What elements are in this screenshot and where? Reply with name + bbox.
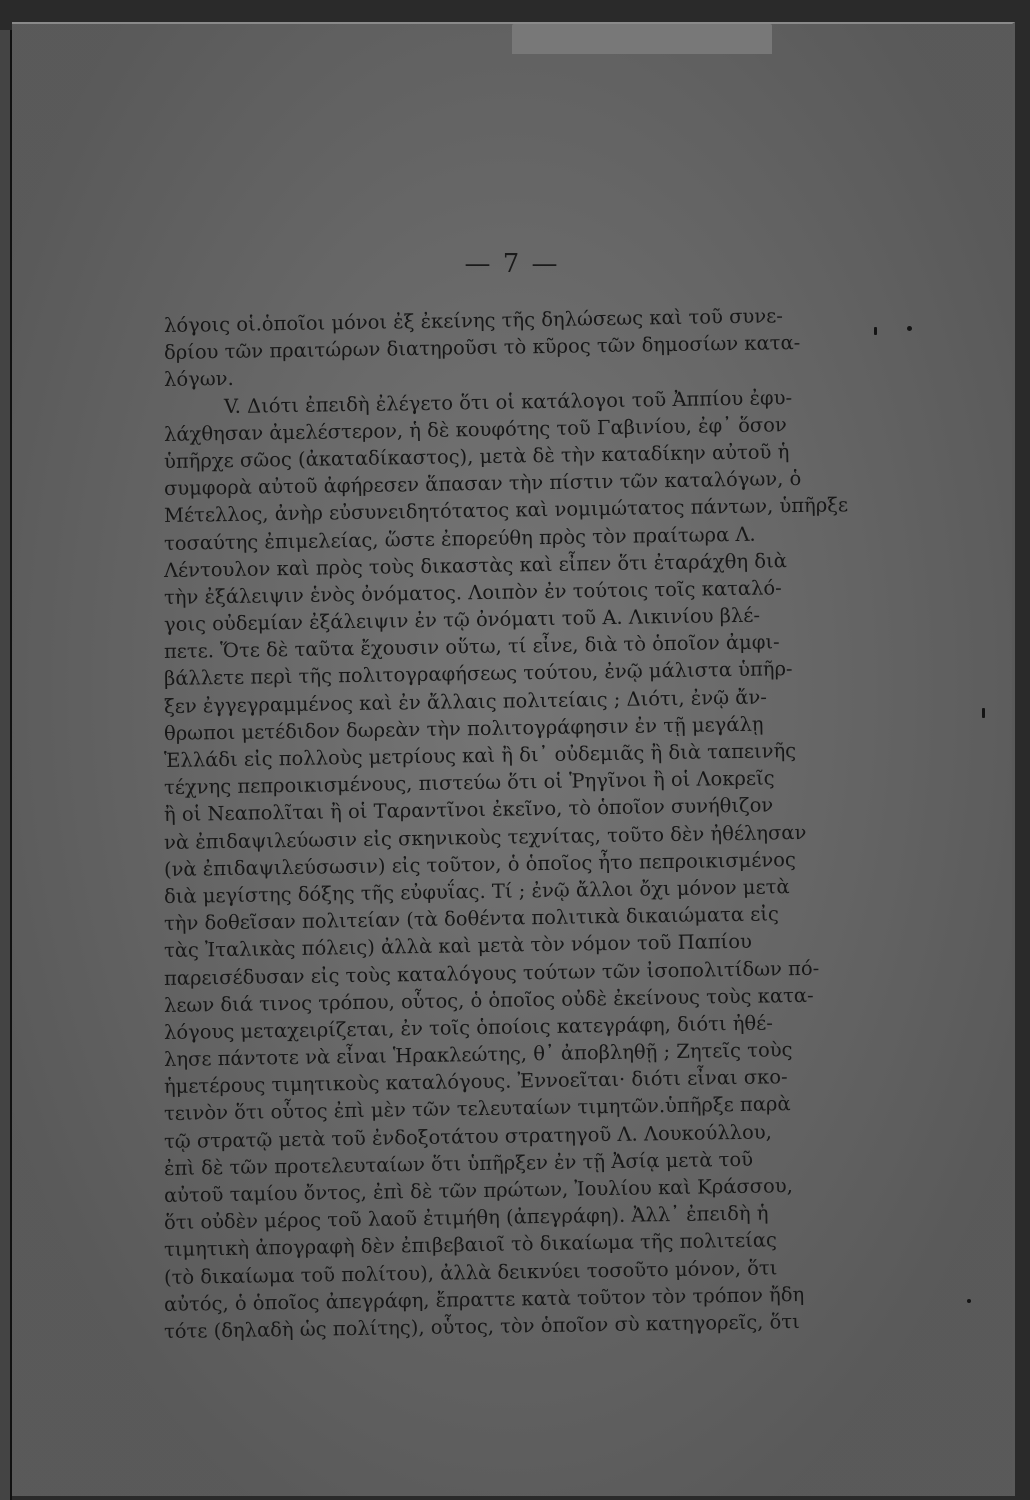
text-line: τὴν δοθεῖσαν πολιτείαν (τὰ δοθέντα πολιτικὰ δικαιώματα εἰς <box>163 902 780 936</box>
text-line: γοις οὐδεμίαν ἐξάλειψιν ἐν τῷ ὀνόματι τοῦ Α. Λικινίου βλέ- <box>163 603 761 637</box>
margin-tick-mark <box>874 327 877 335</box>
book-spine-edge <box>0 30 12 1500</box>
body-text <box>163 304 884 1345</box>
text-line: τεινὸν ὅτι οὗτος ἐπὶ μὲν τῶν τελευταίων τιμητῶν.ὑπῆρξε παρὰ <box>163 1092 791 1126</box>
text-line: (τὸ δικαίωμα τοῦ πολίτου), ἀλλὰ δεικνύει τοσοῦτο μόνον, ὅτι <box>163 1255 778 1289</box>
text-line: Λέντουλον καὶ πρὸς τοὺς δικαστὰς καὶ εἶπεν ὅτι ἐταράχθη διὰ <box>163 548 787 582</box>
text-line: πετε. Ὅτε δὲ ταῦτα ἔχουσιν οὕτω, τί εἶνε, διὰ τὸ ὁποῖον ἀμφι- <box>163 630 780 664</box>
text-line: Ἑλλάδι εἰς πολλοὺς μετρίους καὶ ἢ δι᾽ οὐδεμιᾶς ἢ διὰ ταπεινῆς <box>163 739 797 772</box>
text-line: αὐτοῦ ταμίου ὄντος, ἐπὶ δὲ τῶν πρώτων, Ἰουλίου καὶ Κράσσου, <box>163 1174 793 1207</box>
text-line: τῷ στρατῷ μετὰ τοῦ ἐνδοξοτάτου στρατηγοῦ Λ. Λουκούλλου, <box>163 1120 773 1153</box>
text-line: συμφορὰ αὐτοῦ ἀφήρεσεν ἅπασαν τὴν πίστιν τῶν καταλόγων, ὁ <box>163 467 802 501</box>
text-line: λεων διά τινος τρόπου, οὗτος, ὁ ὁποῖος οὐδὲ ἐκείνους τοὺς κατα- <box>163 983 814 1017</box>
margin-bracket-mark <box>982 708 985 718</box>
text-line: τὴν ἐξάλειψιν ἑνὸς ὀνόματος. Λοιπὸν ἐν τούτοις τοῖς καταλό- <box>163 576 782 609</box>
text-line: λησε πάντοτε νὰ εἶναι Ἡρακλεώτης, θ᾽ ἀποβληθῇ ; Ζητεῖς τοὺς <box>163 1038 793 1072</box>
text-line: τέχνης πεπροικισμένους, πιστεύω ὅτι οἱ Ῥηγῖνοι ἢ οἱ Λοκρεῖς <box>163 766 775 800</box>
text-line: τιμητικὴ ἀπογραφὴ δὲν ἐπιβεβαιοῖ τὸ δικαίωμα τῆς πολιτείας <box>163 1228 778 1262</box>
text-line: λόγους μεταχειρίζεται, ἐν τοῖς ὁποίοις κατεγράφη, διότι ἠθέ- <box>163 1011 774 1044</box>
text-line: νὰ ἐπιδαψιλεύωσιν εἰς σκηνικοὺς τεχνίτας, τοῦτο δὲν ἠθέλησαν <box>163 820 807 854</box>
text-line: τὰς Ἰταλικὰς πόλεις) ἀλλὰ καὶ μετὰ τὸν νόμον τοῦ Παπίου <box>163 930 753 963</box>
text-line: τότε (δηλαδὴ ὡς πολίτης), οὗτος, τὸν ὁποῖον σὺ κατηγορεῖς, ὅτι <box>163 1309 800 1343</box>
text-line: Μέτελλος, ἀνὴρ εὐσυνειδητότατος καὶ νομιμώτατος πάντων, ὑπῆρξε <box>163 493 849 528</box>
text-line: βάλλετε περὶ τῆς πολιτογραφήσεως τούτου, ἐνῷ μάλιστα ὑπῆρ- <box>163 657 793 691</box>
text-line: (νὰ ἐπιδαψιλεύσωσιν) εἰς τοῦτον, ὁ ὁποῖος ἦτο πεπροικισμένος <box>163 847 797 881</box>
margin-dot-mark <box>907 326 912 331</box>
text-line: τοσαύτης ἐπιμελείας, ὥστε ἐπορεύθη πρὸς τὸν πραίτωρα Λ. <box>163 522 756 555</box>
text-line: θρωποι μετέδιδον δωρεὰν τὴν πολιτογράφησιν ἐν τῇ μεγάλῃ <box>163 712 764 745</box>
text-line: ὑπῆρχε σῶος (ἀκαταδίκαστος), μετὰ δὲ τὴν καταδίκην αὐτοῦ ἡ <box>163 440 790 473</box>
page-number: — 7 — <box>464 249 560 279</box>
text-line: διὰ μεγίστης δόξης τῆς εὐφυΐας. Τί ; ἐνῷ ἄλλοι ὄχι μόνον μετὰ <box>163 875 790 908</box>
text-line: δρίου τῶν πραιτώρων διατηροῦσι τὸ κῦρος τῶν δημοσίων κατα- <box>163 331 801 365</box>
text-line: λόγων. <box>163 367 234 392</box>
text-line: λάχθησαν ἀμελέστερον, ἡ δὲ κουφότης τοῦ Γαβινίου, ἐφ᾽ ὅσον <box>163 412 787 446</box>
text-line: ξεν ἐγγεγραμμένος καὶ ἐν ἄλλαις πολιτείαις ; Διότι, ἐνῷ ἄν- <box>163 685 767 718</box>
page-top-tab <box>512 24 772 54</box>
text-line: V. Διότι ἐπειδὴ ἐλέγετο ὅτι οἱ κατάλογοι τοῦ Ἀππίου ἐφυ- <box>223 385 793 418</box>
document-page <box>12 22 1015 1496</box>
text-line: ὅτι οὐδὲν μέρος τοῦ λαοῦ ἐτιμήθη (ἀπεγράφη). Ἀλλ᾽ ἐπειδὴ ἡ <box>163 1201 769 1235</box>
text-line: παρεισέδυσαν εἰς τοὺς καταλόγους τούτων τῶν ἰσοπολιτίδων πό- <box>163 956 820 990</box>
text-line: ἐπὶ δὲ τῶν προτελευταίων ὅτι ὑπῆρξεν ἐν τῇ Ἀσίᾳ μετὰ τοῦ <box>163 1147 754 1180</box>
text-line: ἢ οἱ Νεαπολῖται ἢ οἱ Ταραντῖνοι ἐκεῖνο, τὸ ὁποῖον συνήθιζον <box>163 793 774 827</box>
text-line: αὐτός, ὁ ὁποῖος ἀπεγράφη, ἔπραττε κατὰ τοῦτον τὸν τρόπον ἤδη <box>163 1282 805 1316</box>
margin-dot-mark <box>967 1299 971 1303</box>
text-line: ἡμετέρους τιμητικοὺς καταλόγους. Ἐννοεῖται· διότι εἶναι σκο- <box>163 1065 788 1099</box>
text-line: λόγοις οἱ.ὁποῖοι μόνοι ἐξ ἐκείνης τῆς δηλώσεως καὶ τοῦ συνε- <box>163 304 783 337</box>
